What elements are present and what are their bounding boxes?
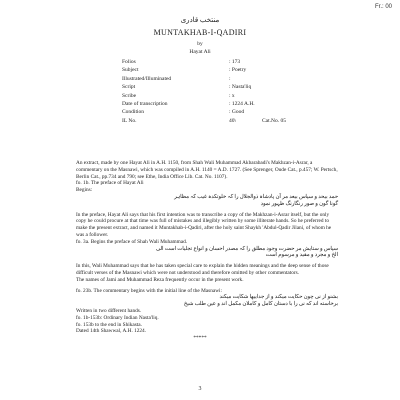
paragraph-begins: Begins: [76, 187, 93, 194]
page-title: MUNTAKHAB-I-QADIRI [153, 28, 247, 37]
meta-key: Script [122, 84, 136, 91]
urdu-line: بشنو از نی چون حکایت میکند و از جداییها شکایت میکند [219, 294, 338, 301]
meta-row [122, 66, 292, 74]
author-name: Hayat Ali [189, 49, 211, 55]
meta-key: Date of transcription [122, 100, 168, 107]
by-label: by [197, 41, 203, 47]
meta-row [122, 100, 292, 108]
paragraph-script-1: fo. 1b-153b: Ordinary Indian Nasta'liq. [76, 314, 159, 321]
frame-number: Fr.: 00 [374, 4, 392, 10]
meta-row [122, 92, 292, 100]
meta-key: Illustrated/Illuminated [122, 75, 172, 82]
meta-key: Condition [122, 109, 145, 116]
metadata-table [122, 58, 292, 125]
meta-row [122, 75, 292, 83]
paragraph-script-2: fo. 153b to the end in Shikasta. [76, 321, 142, 328]
paragraph-preface: In the preface, Hayat Ali says that his first intention was to transcribe a copy of the Makhzan-i-Asrar itself, but the only copy he could procure at that time was full of mistakes and illegibly written by some illiterate hands. So he preferred to make the present extract, and named it Muntakhab-i-Qadiri, after the holy saint Shaykh 'Abdul-Qadir Jilani, of whom he was a follower. [76, 211, 332, 238]
document-body [62, 160, 338, 342]
meta-value: : 1224 A.H. [229, 100, 255, 107]
urdu-line: سپاس و ستایش مر حضرت وجود مطلق را کہ مصدر احسان و انواع تجلیات است الی [156, 245, 338, 252]
meta-value: : Poetry [229, 67, 247, 74]
urdu-line: برخاسته اند که نی را با دستان کامل و کاملان مکمل اند و عین طلب شیخ [183, 301, 338, 308]
meta-value: 40\ [229, 117, 237, 124]
meta-value: : x [229, 92, 235, 99]
meta-value: : Nasta'liq [229, 84, 252, 91]
meta-row [122, 83, 292, 91]
meta-value: : Good [229, 109, 245, 116]
urdu-line: الخ و مجرد و مقید و مرسوم است [265, 252, 338, 259]
section-divider: ***** [193, 335, 207, 342]
meta-value: : 173 [229, 59, 241, 65]
title-urdu: منتخب قادری [180, 16, 220, 24]
meta-row [122, 108, 292, 116]
meta-row [122, 58, 292, 66]
meta-key: Subject [122, 67, 139, 74]
catalogue-number: Cat.No. 05 [262, 117, 286, 124]
paragraph-hands: Written in two different hands. [76, 307, 142, 314]
paragraph-preface-ref: fo. 1b. The preface of Hayat Ali [76, 180, 144, 187]
meta-row [122, 117, 292, 125]
paragraph-names: The names of Jami and Muhammad Reza frequently occur in the present work. [76, 276, 244, 283]
meta-key: Folios [122, 59, 136, 65]
paragraph-fo23b: fo. 23b. The commentary begins with the initial line of the Masnawi: [76, 287, 222, 294]
paragraph-fo3a: fo. 3a. Begins the preface of Shah Wali Muhammad. [76, 238, 188, 245]
meta-value: : [229, 75, 231, 82]
meta-key: IL No. [122, 117, 137, 124]
page-number: 3 [198, 386, 202, 392]
urdu-line: حمد بیحد و سپاس بیعد مر آن پادشاہ ذوالجلال را کہ خلوتکدہ غیب کہ مظاہر [174, 193, 338, 200]
paragraph-commentary: In this, Wali Muhammad says that he has taken special care to explain the hidden meanings and the deep sense of those difficult verses of the Masnawi which were not understood and therefore omitted by other commentators. [76, 263, 329, 276]
meta-key: Scribe [122, 92, 137, 99]
paragraph-date: Dated 14th Shawwal, A.H. 1224. [76, 328, 147, 335]
paragraph-intro: An extract, made by one Hayat Ali in A.H. 1150, from Shah Wali Muhammad Akbarabadi's Makhzan-i-Asrar, a commentary on the Masnawi, which was compiled in A.H. 1140 = A.D. 1727. (See Sprenger, Oude Cat., p.457; W. Pertsch, Berlin Cat., pp.734 and 790; see Ethe, India Office Lib. Cat. No. 1107). [76, 160, 338, 180]
urdu-line: گونا گون و صور رنگارنگ ظہور نمود [260, 200, 338, 207]
